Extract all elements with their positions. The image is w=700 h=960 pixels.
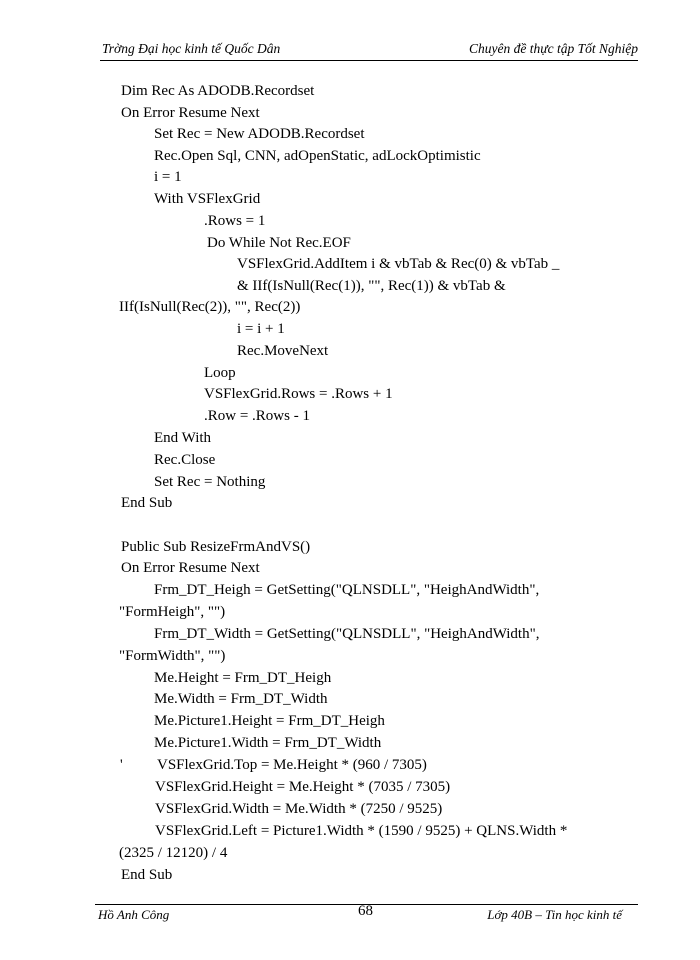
- code-line: Do While Not Rec.EOF: [207, 235, 351, 251]
- code-line: Rec.Close: [154, 452, 216, 468]
- code-comment-mark: ': [120, 757, 123, 773]
- code-line: Me.Height = Frm_DT_Heigh: [154, 670, 332, 686]
- code-line: End With: [154, 430, 212, 446]
- footer-author: Hồ Anh Công: [98, 907, 170, 922]
- code-line: Rec.MoveNext: [237, 343, 329, 359]
- code-line: VSFlexGrid.Rows = .Rows + 1: [204, 386, 393, 402]
- code-line: Set Rec = Nothing: [154, 474, 266, 490]
- code-line: "FormHeigh", ""): [119, 604, 226, 620]
- code-line: VSFlexGrid.AddItem i & vbTab & Rec(0) & vbTab _: [237, 256, 560, 272]
- code-line: i = 1: [154, 169, 182, 185]
- code-line: On Error Resume Next: [121, 105, 260, 121]
- code-line: On Error Resume Next: [121, 560, 260, 576]
- code-line: Frm_DT_Width = GetSetting("QLNSDLL", "HeighAndWidth",: [154, 626, 540, 642]
- footer-class: Lớp 40B – Tin học kinh tế: [487, 907, 622, 922]
- code-line: Me.Picture1.Width = Frm_DT_Width: [154, 735, 382, 751]
- code-line: VSFlexGrid.Width = Me.Width * (7250 / 9525): [155, 801, 443, 817]
- code-line: Me.Width = Frm_DT_Width: [154, 691, 328, 707]
- page-footer: [98, 903, 638, 925]
- code-line: VSFlexGrid.Height = Me.Height * (7035 / 7305): [155, 779, 451, 795]
- code-line: .Row = .Rows - 1: [204, 408, 310, 424]
- header-university: Trờng Đại học kinh tế Quốc Dân: [102, 41, 281, 56]
- code-line: i = i + 1: [237, 321, 285, 337]
- code-line: End Sub: [121, 867, 173, 883]
- code-line: VSFlexGrid.Top = Me.Height * (960 / 7305): [157, 757, 427, 773]
- code-line: With VSFlexGrid: [154, 191, 261, 207]
- page-number: 68: [358, 903, 373, 919]
- code-line: .Rows = 1: [204, 213, 266, 229]
- code-line: End Sub: [121, 495, 173, 511]
- code-line: "FormWidth", ""): [119, 648, 226, 664]
- code-line: & IIf(IsNull(Rec(1)), "", Rec(1)) & vbTab &: [237, 278, 506, 294]
- header-rule: [100, 60, 638, 61]
- code-line: Rec.Open Sql, CNN, adOpenStatic, adLockOptimistic: [154, 148, 481, 164]
- code-line: Loop: [204, 365, 236, 381]
- code-line: IIf(IsNull(Rec(2)), "", Rec(2)): [119, 299, 301, 315]
- code-line: (2325 / 12120) / 4: [119, 845, 228, 861]
- code-line: Dim Rec As ADODB.Recordset: [121, 83, 315, 99]
- code-line: VSFlexGrid.Left = Picture1.Width * (1590 / 9525) + QLNS.Width *: [155, 823, 568, 839]
- code-line: Me.Picture1.Height = Frm_DT_Heigh: [154, 713, 385, 729]
- page-header: [102, 40, 638, 60]
- code-line: Frm_DT_Heigh = GetSetting("QLNSDLL", "HeighAndWidth",: [154, 582, 540, 598]
- header-report-title: Chuyên đề thực tập Tốt Nghiệp: [469, 41, 638, 56]
- code-line: Set Rec = New ADODB.Recordset: [154, 126, 365, 142]
- code-line: Public Sub ResizeFrmAndVS(): [121, 539, 311, 555]
